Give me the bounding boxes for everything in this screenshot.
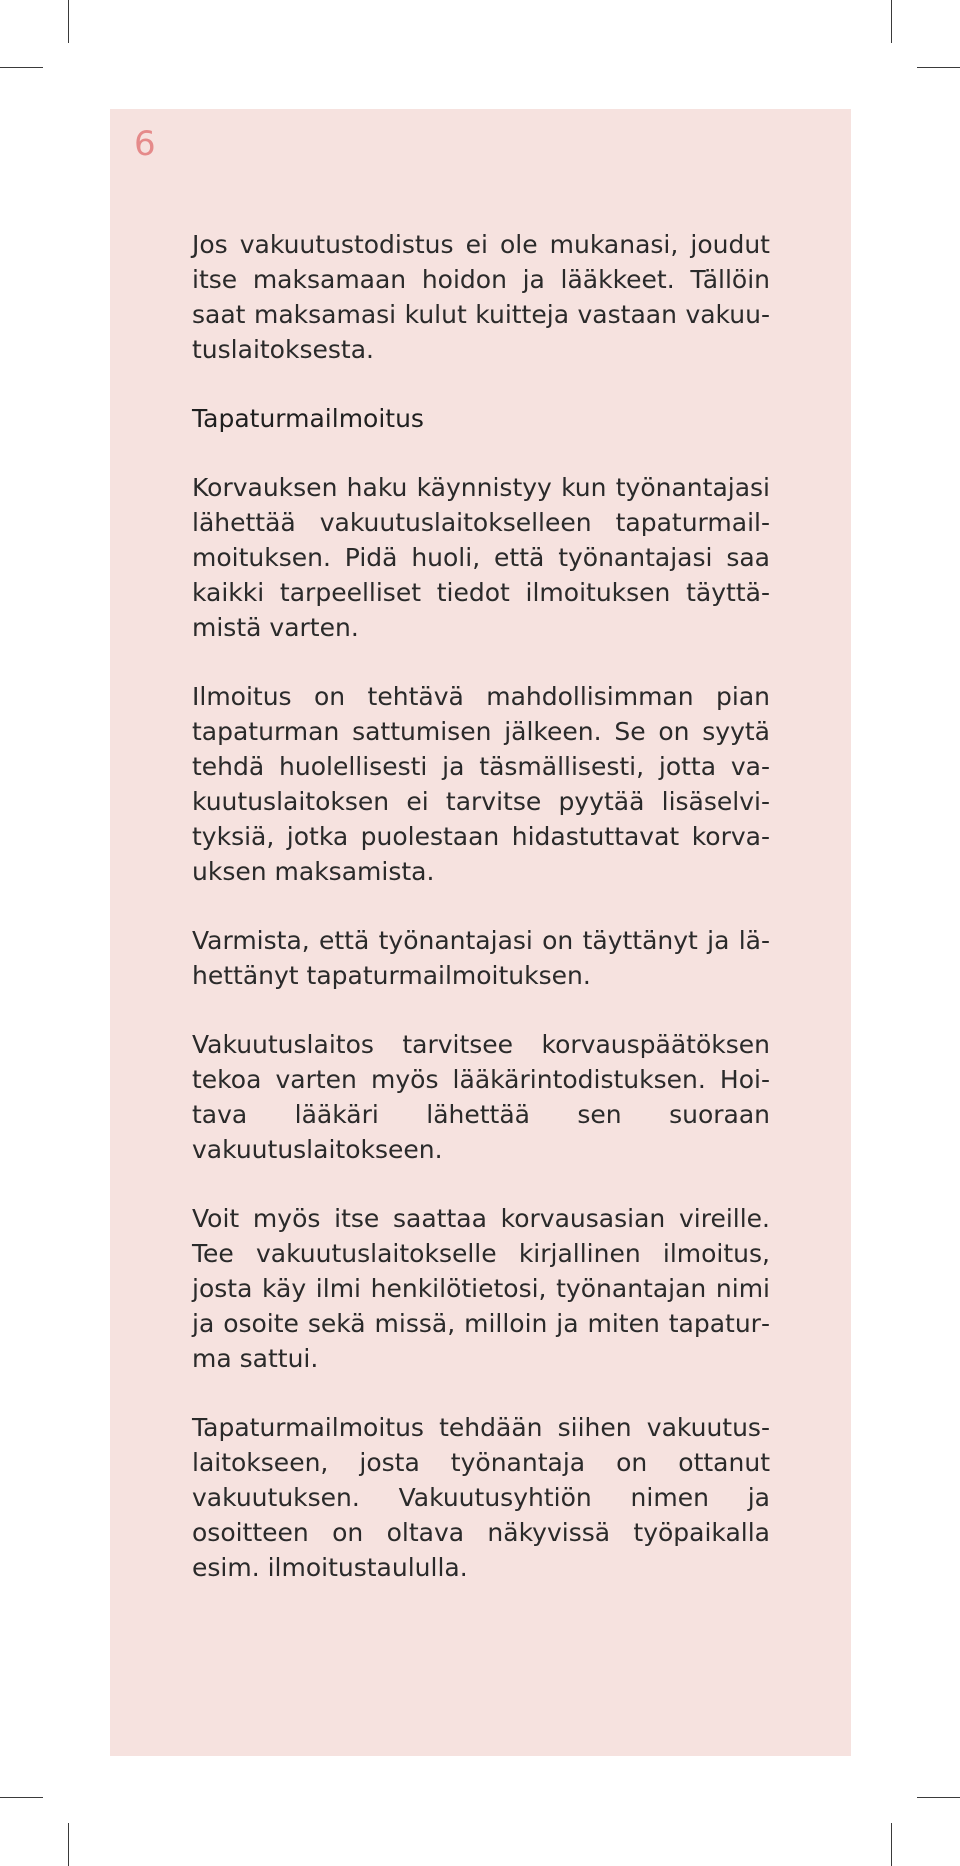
crop-mark-top-right-vertical [891, 0, 892, 43]
section-heading: Tapaturmailmoitus [192, 404, 424, 433]
crop-mark-top-left-vertical [68, 0, 69, 43]
crop-mark-bottom-right-horizontal [917, 1797, 960, 1798]
paragraph-medical-certificate: Vakuutuslaitos tarvitsee korvauspäätöksen tekoa varten myös lääkärintodistuksen. Hoitava lääkäri lähettää sen suoraan vakuutuslaitokseen. [192, 1030, 770, 1164]
crop-mark-top-right-horizontal [917, 67, 960, 68]
paragraph-report-destination: Tapaturmailmoitus tehdään siihen vakuutuslaitokseen, josta työnantaja on ottanut vakuutuksen. Vakuutusyhtiön nimen ja osoitteen on oltava näkyvissä työpaikalla esim. ilmoitustaululla. [192, 1413, 770, 1582]
paragraph-self-report: Voit myös itse saattaa korvausasian vireille. Tee vakuutuslaitokselle kirjallinen ilmoitus, josta käy ilmi henkilötietosi, työnantajan nimi ja osoite sekä missä, milloin ja miten tapaturma sattui. [192, 1204, 770, 1373]
crop-mark-bottom-left-horizontal [0, 1797, 43, 1798]
body-text [192, 227, 770, 1619]
paragraph-insurance-certificate: Jos vakuutustodistus ei ole mukanasi, joudut itse maksamaan hoidon ja lääkkeet. Tällöin saat maksamasi kulut kuitteja vastaan vakuutuslaitoksesta. [192, 230, 770, 364]
crop-mark-bottom-left-vertical [68, 1823, 69, 1866]
paragraph-claim-start: Korvauksen haku käynnistyy kun työnantajasi lähettää vakuutuslaitokselleen tapaturmailmoituksen. Pidä huoli, että työnantajasi saa kaikki tarpeelliset tiedot ilmoituksen täyttämistä varten. [192, 473, 770, 642]
crop-mark-top-left-horizontal [0, 67, 43, 68]
crop-mark-bottom-right-vertical [891, 1823, 892, 1866]
paragraph-verify-report: Varmista, että työnantajasi on täyttänyt ja lähettänyt tapaturmailmoituksen. [192, 926, 770, 990]
page-number: 6 [134, 124, 156, 164]
paragraph-report-timing: Ilmoitus on tehtävä mahdollisimman pian tapaturman sattumisen jälkeen. Se on syytä tehdä huolellisesti ja täsmällisesti, jotta vakuutuslaitoksen ei tarvitse pyytää lisäselvityksiä, jotka puolestaan hidastuttavat korvauksen maksamista. [192, 682, 770, 886]
